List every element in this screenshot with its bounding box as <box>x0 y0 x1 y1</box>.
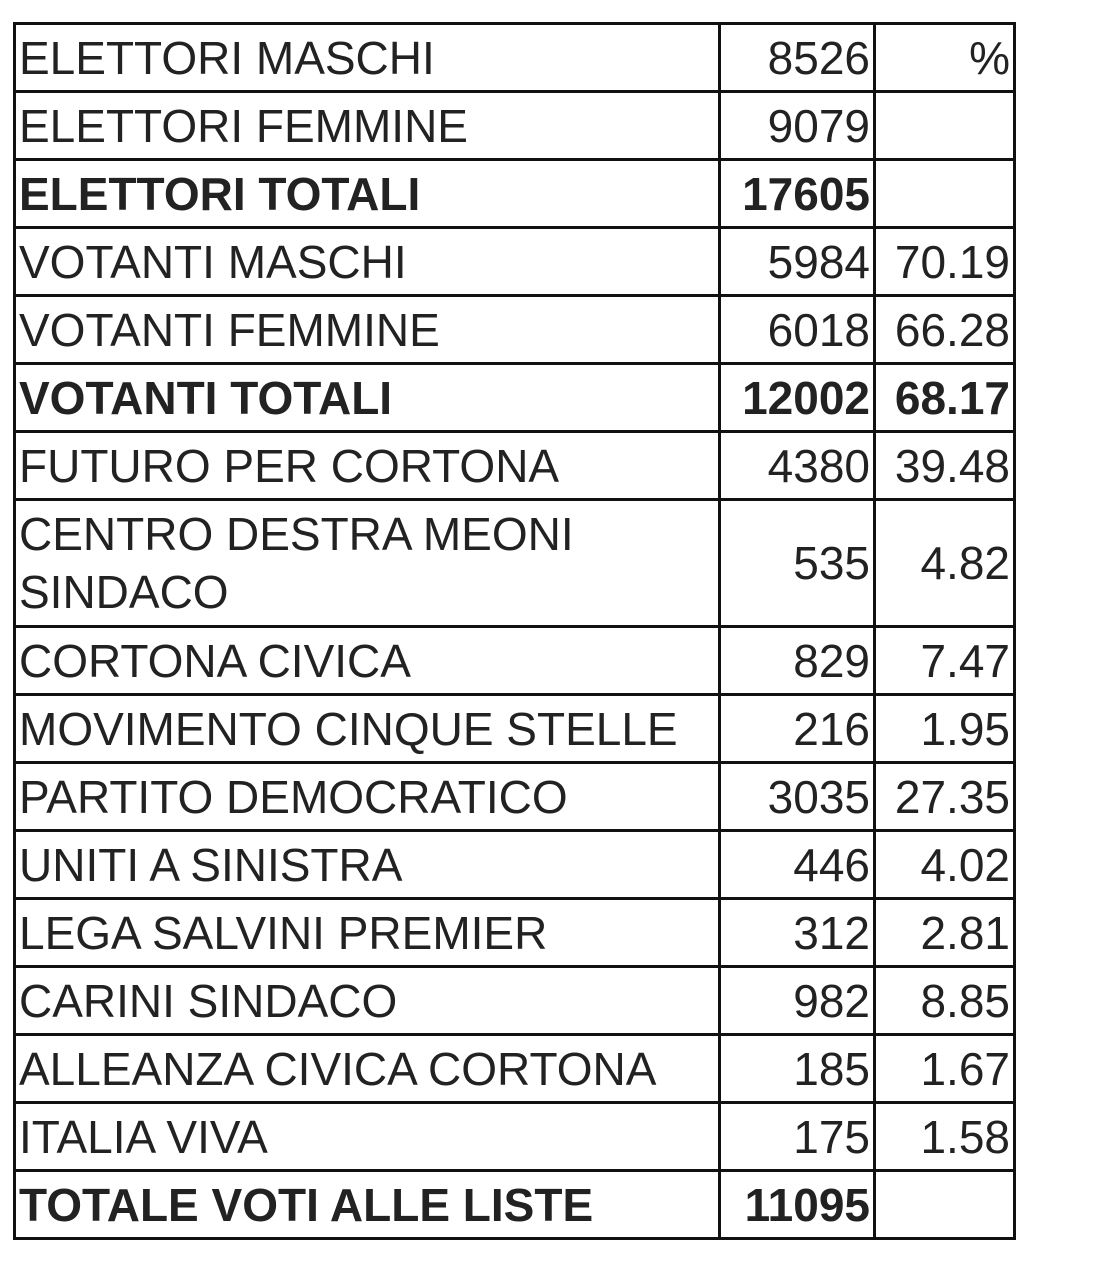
row-pct: 39.48 <box>875 432 1015 500</box>
row-label: ELETTORI TOTALI <box>15 160 720 228</box>
row-label: CORTONA CIVICA <box>15 627 720 695</box>
row-pct: 4.82 <box>875 500 1015 627</box>
row-pct <box>875 92 1015 160</box>
row-pct <box>875 1171 1015 1239</box>
table-row-totale-voti <box>15 1171 1015 1239</box>
row-votes: 446 <box>720 831 875 899</box>
table-row-list <box>15 432 1015 500</box>
election-results-table <box>13 22 1016 1240</box>
percent-header: % <box>875 24 1015 92</box>
row-votes: 8526 <box>720 24 875 92</box>
row-pct <box>875 160 1015 228</box>
row-votes: 9079 <box>720 92 875 160</box>
table-row-votanti-femmine <box>15 296 1015 364</box>
row-votes: 175 <box>720 1103 875 1171</box>
row-label: ELETTORI FEMMINE <box>15 92 720 160</box>
row-votes: 11095 <box>720 1171 875 1239</box>
table-row-list <box>15 695 1015 763</box>
row-label: LEGA SALVINI PREMIER <box>15 899 720 967</box>
row-votes: 12002 <box>720 364 875 432</box>
table-row-list <box>15 1103 1015 1171</box>
row-votes: 535 <box>720 500 875 627</box>
row-label: VOTANTI TOTALI <box>15 364 720 432</box>
row-votes: 6018 <box>720 296 875 364</box>
row-pct: 8.85 <box>875 967 1015 1035</box>
row-label: VOTANTI MASCHI <box>15 228 720 296</box>
table-row-list <box>15 831 1015 899</box>
table-row-list <box>15 899 1015 967</box>
row-votes: 185 <box>720 1035 875 1103</box>
row-votes: 4380 <box>720 432 875 500</box>
row-label: VOTANTI FEMMINE <box>15 296 720 364</box>
row-votes: 5984 <box>720 228 875 296</box>
row-pct: 1.67 <box>875 1035 1015 1103</box>
row-label: PARTITO DEMOCRATICO <box>15 763 720 831</box>
row-label: CENTRO DESTRA MEONI SINDACO <box>15 500 720 627</box>
row-pct: 7.47 <box>875 627 1015 695</box>
row-label: ALLEANZA CIVICA CORTONA <box>15 1035 720 1103</box>
row-label: UNITI A SINISTRA <box>15 831 720 899</box>
row-label: FUTURO PER CORTONA <box>15 432 720 500</box>
row-pct: 2.81 <box>875 899 1015 967</box>
row-label: ELETTORI MASCHI <box>15 24 720 92</box>
table-row-list <box>15 500 1015 627</box>
row-votes: 312 <box>720 899 875 967</box>
table-row-elettori-maschi <box>15 24 1015 92</box>
row-pct: 70.19 <box>875 228 1015 296</box>
table-row-elettori-femmine <box>15 92 1015 160</box>
row-label: MOVIMENTO CINQUE STELLE <box>15 695 720 763</box>
table-row-votanti-totali <box>15 364 1015 432</box>
table-row-list <box>15 627 1015 695</box>
row-label: TOTALE VOTI ALLE LISTE <box>15 1171 720 1239</box>
row-votes: 216 <box>720 695 875 763</box>
row-label: CARINI SINDACO <box>15 967 720 1035</box>
row-votes: 829 <box>720 627 875 695</box>
row-pct: 1.95 <box>875 695 1015 763</box>
table-row-elettori-totali <box>15 160 1015 228</box>
table-row-list <box>15 1035 1015 1103</box>
row-label: ITALIA VIVA <box>15 1103 720 1171</box>
row-votes: 982 <box>720 967 875 1035</box>
table-row-votanti-maschi <box>15 228 1015 296</box>
row-votes: 17605 <box>720 160 875 228</box>
row-votes: 3035 <box>720 763 875 831</box>
row-pct: 4.02 <box>875 831 1015 899</box>
table-row-list <box>15 763 1015 831</box>
table-row-list <box>15 967 1015 1035</box>
row-pct: 27.35 <box>875 763 1015 831</box>
row-pct: 1.58 <box>875 1103 1015 1171</box>
row-pct: 68.17 <box>875 364 1015 432</box>
row-pct: 66.28 <box>875 296 1015 364</box>
